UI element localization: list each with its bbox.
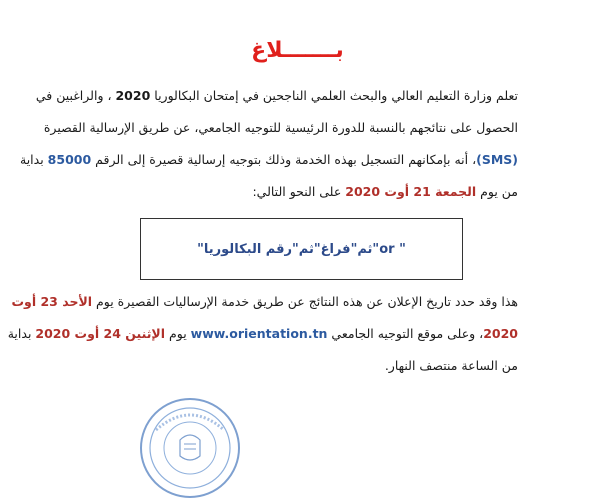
format-then: ثم [298, 241, 314, 257]
ministry-seal [140, 398, 240, 498]
website-link[interactable]: www.orientation.tn [190, 326, 328, 341]
notice-title: بـــــــلاغ [251, 38, 344, 63]
paragraph-line [7, 318, 518, 350]
text-segment: على النحو التالي: [252, 184, 346, 199]
web-result-date: الإثنين 24 أوت 2020 [35, 326, 166, 341]
text-segment: يوم [165, 326, 191, 341]
paragraph-line [11, 286, 518, 318]
format-bac-number: "رقم البكالوريا" [197, 241, 299, 257]
paragraph-line [35, 80, 518, 112]
year: 2020 [115, 88, 151, 103]
sms-number: 85000 [47, 152, 92, 167]
text-segment: ، والراغبين في [35, 88, 116, 103]
text-segment: تعلم وزارة التعليم العالي والبحث العلمي الناجحين في إمتحان البكالوريا [150, 88, 518, 103]
format-or: " or" [372, 241, 406, 257]
text-segment: ، وعلى موقع التوجيه الجامعي [327, 326, 484, 341]
paragraph-line: من الساعة منتصف النهار. [384, 358, 518, 373]
sms-label: (SMS) [476, 152, 518, 167]
text-segment: بداية [20, 152, 48, 167]
results-paragraph [7, 286, 518, 382]
start-date: الجمعة 21 أوت 2020 [345, 184, 477, 199]
text-segment: ، أنه بإمكانهم التسجيل بهذه الخدمة وذلك بتوجيه إرسالية قصيرة إلى الرقم [91, 152, 477, 167]
text-segment: بداية [7, 326, 36, 341]
announcement-paragraph [20, 80, 518, 208]
paragraph-line [20, 144, 518, 176]
sms-result-date: الأحد 23 أوت [11, 294, 93, 309]
format-then: ثم [357, 241, 373, 257]
paragraph-line: الحصول على نتائجهم بالنسبة للدورة الرئيسية للتوجيه الجامعي، عن طريق الإرسالية القصيرة [43, 120, 518, 135]
text-segment: هذا وقد حدد تاريخ الإعلان عن هذه النتائج عن طريق خدمة الإرساليات القصيرة يوم [92, 294, 518, 309]
year: 2020 [483, 326, 518, 341]
seal-icon [142, 400, 242, 500]
text-segment: من يوم [476, 184, 518, 199]
format-space: "فراغ" [313, 241, 358, 257]
paragraph-line [78, 176, 518, 208]
sms-format-box [140, 218, 463, 280]
